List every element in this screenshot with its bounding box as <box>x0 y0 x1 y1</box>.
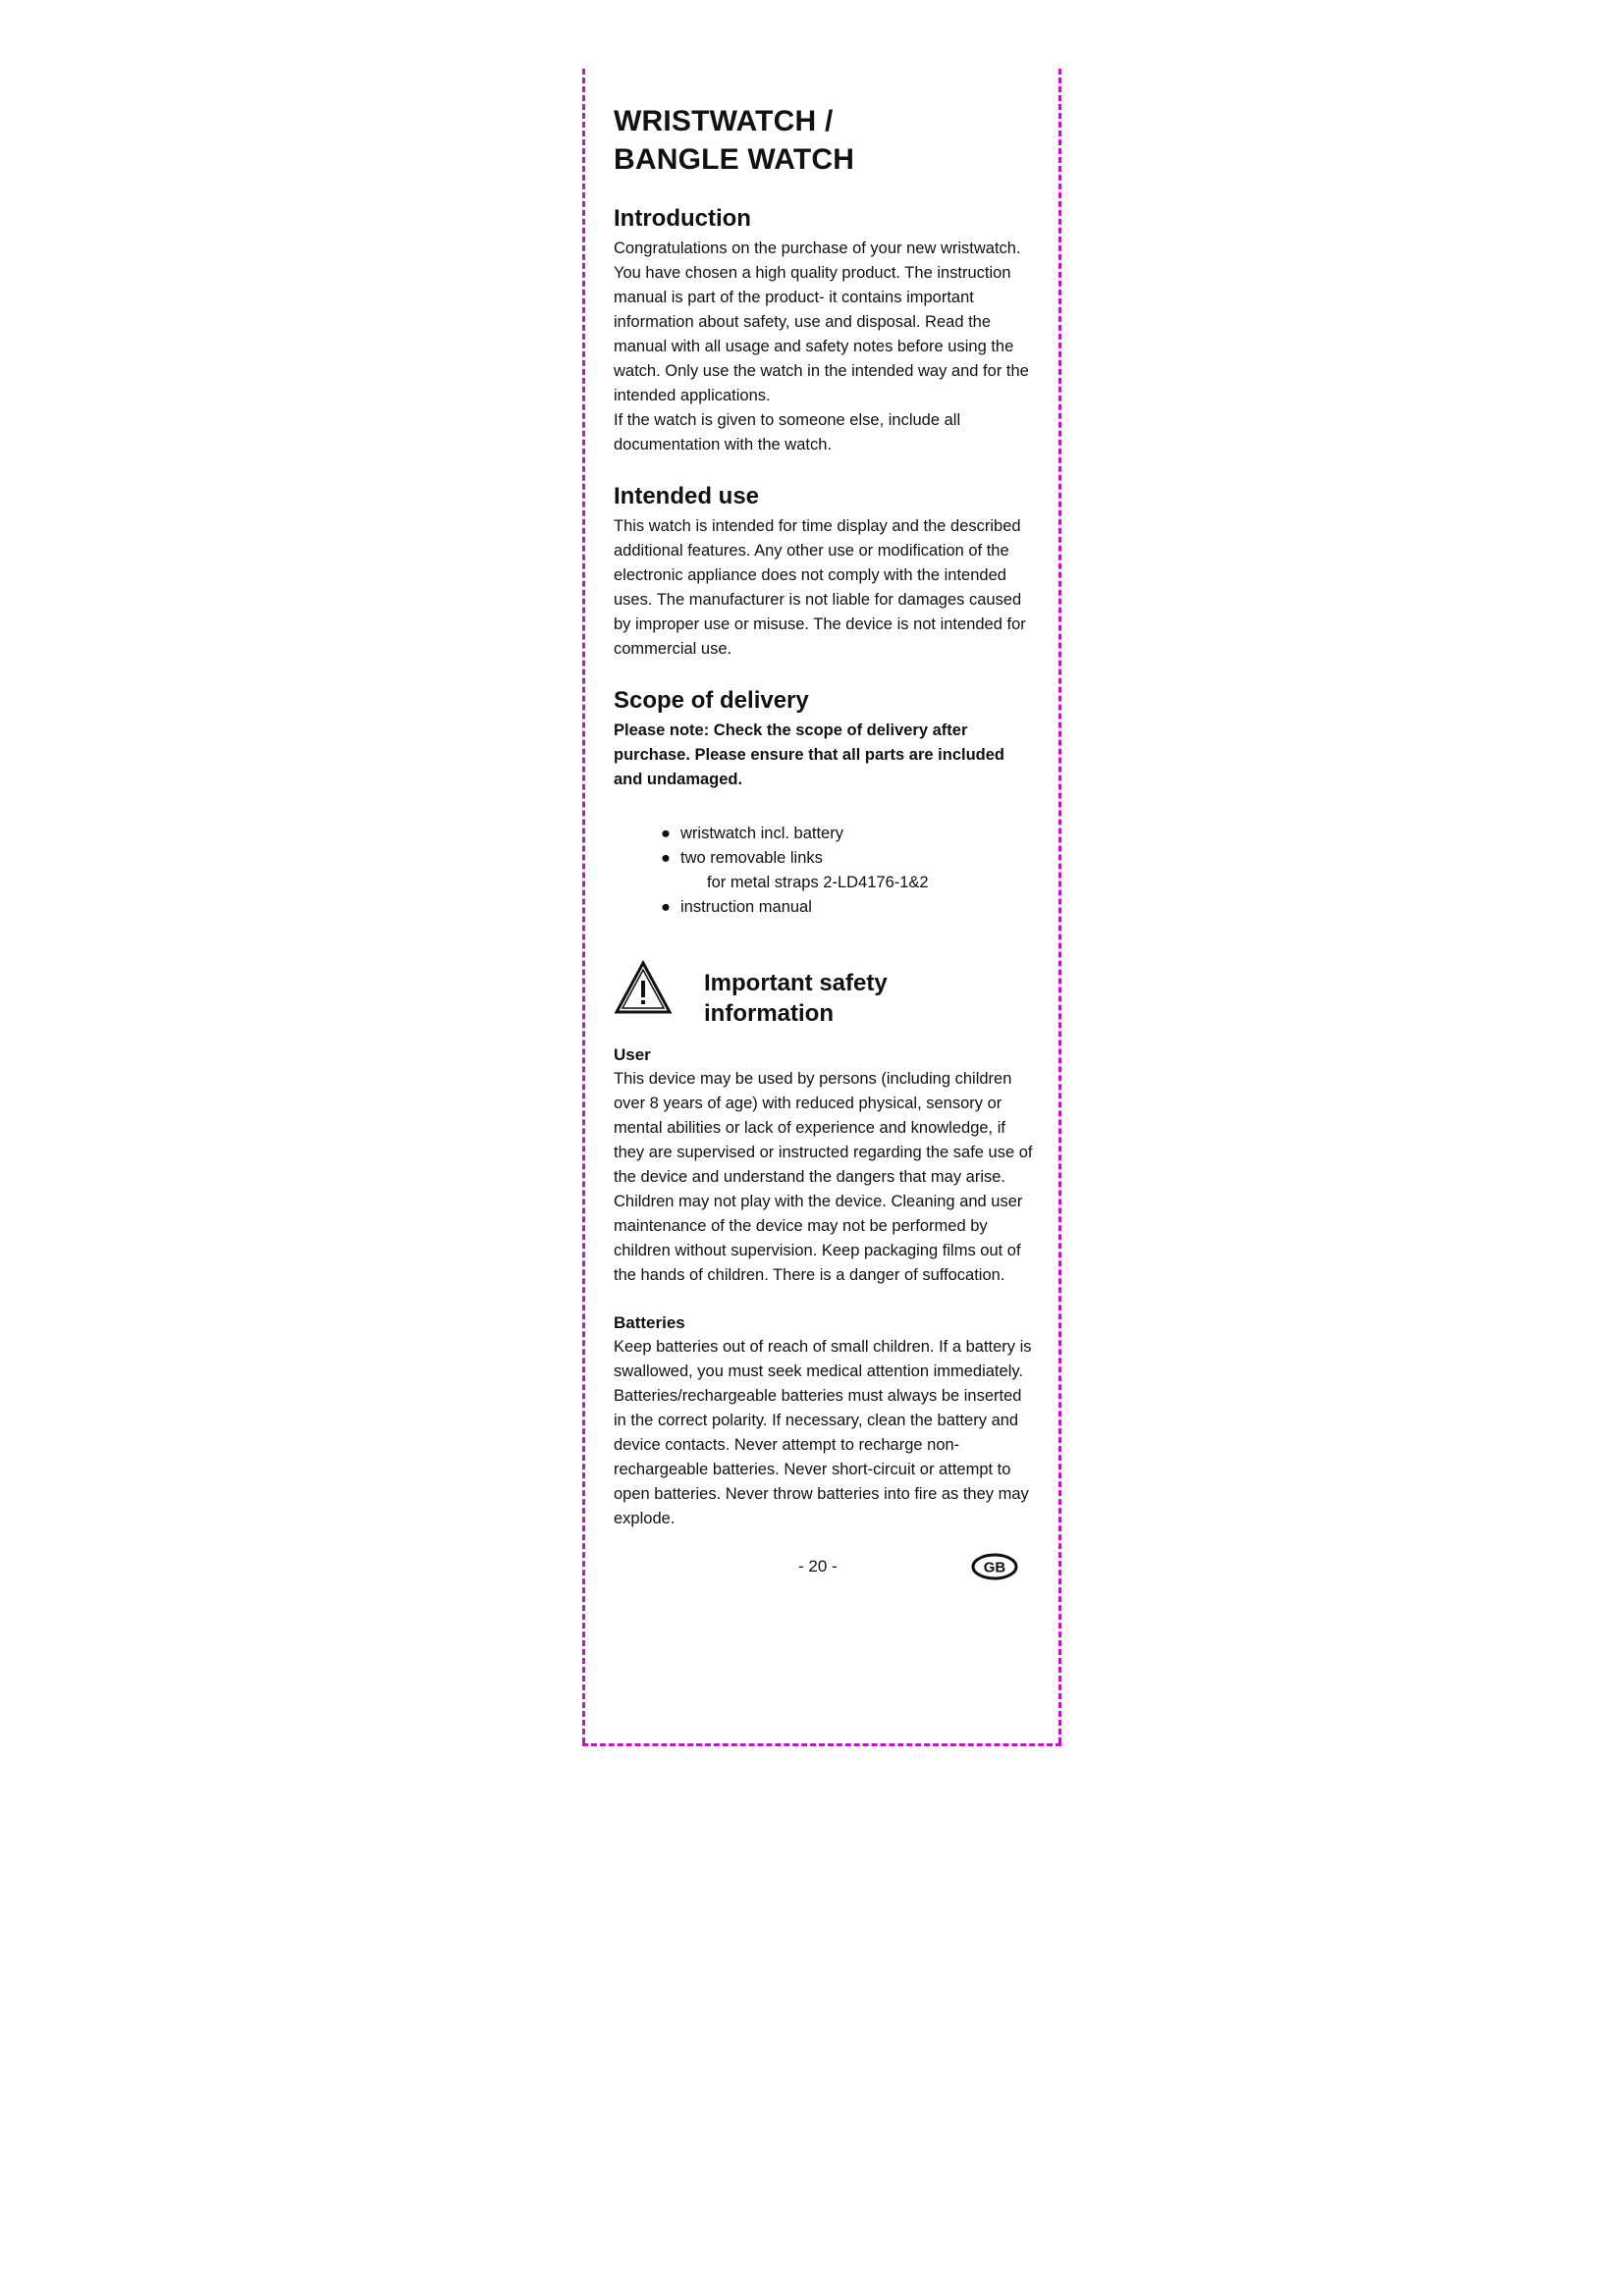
list-item-label: wristwatch incl. battery <box>680 825 843 842</box>
list-item-label: instruction manual <box>680 898 812 916</box>
document-title <box>614 102 1036 179</box>
title-line-2: BANGLE WATCH <box>614 143 855 176</box>
list-item <box>661 895 1036 920</box>
user-text: This device may be used by persons (including children over 8 years of age) with reduced physical, sensory or mental abilities or lack of experience and knowledge, if they are supervised or instructed regarding the safe use of the device and understand the dangers that may arise. Children may not play with the device. Cleaning and user maintenance of the device may not be performed by children without supervision. Keep packaging films out of the hands of children. There is a danger of suffocation. <box>614 1070 1033 1284</box>
cut-line-right <box>1058 69 1061 1743</box>
page-footer <box>614 1553 1036 1584</box>
intended-use-text: This watch is intended for time display and the described additional features. Any other use or modification of the electronic appliance does not comply with the intended uses. The manufacturer is not liable for damages caused by improper use or misuse. The device is not intended for commercial use. <box>614 517 1026 658</box>
list-item <box>661 846 1036 895</box>
batteries-text: Keep batteries out of reach of small children. If a battery is swallowed, you must seek medical attention immediately. Batteries/rechargeable batteries must always be inserted in the correct polarity. If necessary, clean the battery and device contacts. Never attempt to recharge non-rechargeable batteries. Never short-circuit or attempt to open batteries. Never throw batteries into fire as they may explode. <box>614 1338 1032 1527</box>
page-number: - 20 - <box>798 1557 838 1575</box>
bullet-icon: ● <box>661 849 671 867</box>
scope-note: Please note: Check the scope of delivery after purchase. Please ensure that all parts are included and undamaged. <box>614 721 1004 788</box>
intended-use-section <box>614 482 1036 662</box>
introduction-section <box>614 204 1036 457</box>
scope-section <box>614 686 1036 920</box>
cut-line-left <box>582 69 585 1743</box>
manual-page <box>614 102 1036 1584</box>
language-badge <box>971 1553 1018 1580</box>
bullet-icon: ● <box>661 825 671 842</box>
scope-heading: Scope of delivery <box>614 687 809 714</box>
bullet-icon: ● <box>661 898 671 916</box>
safety-title-line-1: Important safety <box>704 970 888 996</box>
introduction-text: Congratulations on the purchase of your new wristwatch. You have chosen a high quality product. The instruction manual is part of the product- it contains important information about safety, use and disposal. Read the manual with all usage and safety notes before using the watch. Only use the watch in the intended way and for the intended applications. <box>614 240 1029 404</box>
warning-triangle-icon <box>614 960 673 1015</box>
safety-heading-block <box>614 960 1036 1027</box>
list-item-sub: for metal straps 2-LD4176-1&2 <box>707 874 929 891</box>
list-item-label: two removable links <box>680 849 823 867</box>
introduction-text-2: If the watch is given to someone else, include all documentation with the watch. <box>614 411 961 454</box>
title-line-1: WRISTWATCH / <box>614 105 834 137</box>
cut-line-bottom <box>582 1743 1061 1746</box>
batteries-heading: Batteries <box>614 1313 685 1332</box>
safety-title <box>704 968 940 1029</box>
user-heading: User <box>614 1045 651 1064</box>
language-badge-label: GB <box>983 1559 1006 1576</box>
list-item <box>661 822 1036 846</box>
introduction-heading: Introduction <box>614 205 751 232</box>
intended-use-heading: Intended use <box>614 483 760 509</box>
scope-list <box>614 822 1036 920</box>
safety-title-line-2: information <box>704 1000 834 1027</box>
